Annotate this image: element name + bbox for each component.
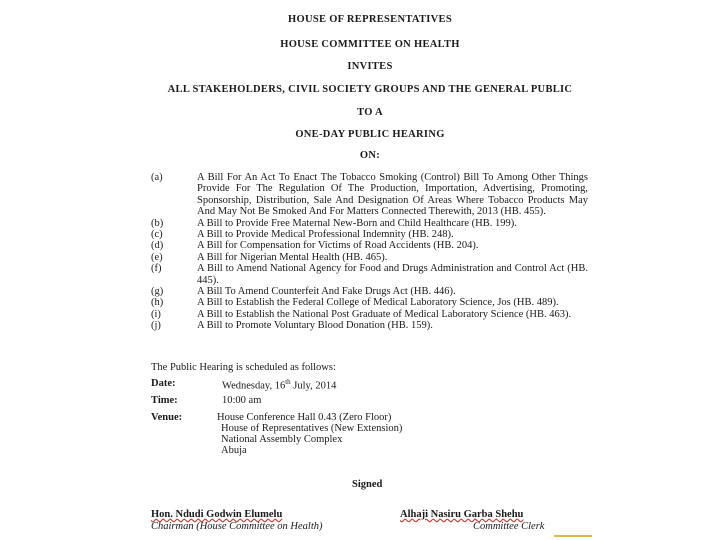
bill-item	[151, 286, 588, 297]
venue-line: National Assembly Complex	[221, 434, 343, 445]
bill-text: A Bill to Promote Voluntary Blood Donation (HB. 159).	[197, 320, 433, 332]
bill-item	[151, 297, 588, 308]
bill-text: A Bill To Amend Counterfeit And Fake Drugs Act (HB. 446).	[197, 286, 456, 298]
bill-text: A Bill for Compensation for Victims of Road Accidents (HB. 204).	[197, 240, 479, 252]
venue-line: House of Representatives (New Extension)	[221, 423, 403, 434]
bill-text: A Bill to Provide Free Maternal New-Born and Child Healthcare (HB. 199).	[197, 217, 517, 229]
bill-item	[151, 240, 588, 251]
header-line-invites: INVITES	[347, 61, 393, 72]
bill-item	[151, 320, 588, 331]
schedule-intro: The Public Hearing is scheduled as follows:	[151, 362, 336, 373]
date-value-rest: July, 2014	[290, 380, 337, 392]
bill-item	[151, 263, 588, 286]
date-value-main: Wednesday, 16	[222, 380, 286, 392]
chairman-name-text: Hon. Ndudi Godwin Elumelu	[151, 509, 283, 520]
header-line-house: HOUSE OF REPRESENTATIVES	[288, 14, 452, 25]
date-value	[222, 378, 336, 392]
bills-list	[151, 172, 588, 332]
header-line-to-a: TO A	[357, 107, 383, 118]
bill-label: (i)	[151, 308, 161, 320]
clerk-name-text: Alhaji Nasiru Garba Shehu	[400, 509, 524, 520]
header-line-stakeholders: ALL STAKEHOLDERS, CIVIL SOCIETY GROUPS AND THE GENERAL PUBLIC	[167, 84, 573, 95]
bill-label: (d)	[151, 240, 164, 252]
time-label: Time:	[151, 395, 178, 406]
bill-text: A Bill for Nigerian Mental Health (HB. 465).	[197, 251, 388, 263]
bill-item	[151, 252, 588, 263]
bill-item	[151, 229, 588, 240]
bill-text: A Bill to Provide Medical Professional Indemnity (HB. 248).	[197, 229, 454, 241]
bill-text: A Bill to Establish the Federal College of Medical Laboratory Science, Jos (HB. 489).	[197, 297, 559, 309]
bill-label: (j)	[151, 320, 161, 332]
bill-label: (a)	[151, 172, 163, 183]
date-suffix: th	[285, 378, 291, 386]
date-label: Date:	[151, 378, 176, 389]
bill-item	[151, 218, 588, 229]
bill-item	[151, 309, 588, 320]
header-line-hearing: ONE-DAY PUBLIC HEARING	[295, 129, 445, 140]
header-line-committee: HOUSE COMMITTEE ON HEALTH	[280, 39, 460, 50]
bill-label: (e)	[151, 251, 163, 263]
venue-line: House Conference Hall 0.43 (Zero Floor)	[217, 412, 392, 423]
bill-text: A Bill to Amend National Agency for Food and Drugs Administration and Control Act (HB. 445).	[197, 263, 588, 286]
bill-text: A Bill For An Act To Enact The Tobacco Smoking (Control) Bill To Among Other Things Provide For The Regulation Of The Production, Importation, Advertising, Promoting, Sponsorship, Distribution, Sale And Designation Of Areas Where Tobacco Products May And May Not Be Smoked And For Matters Connected Therewith, 2013 (HB. 455).	[197, 172, 588, 218]
bill-label: (c)	[151, 229, 163, 241]
clerk-name	[400, 509, 523, 520]
venue-label: Venue:	[151, 412, 183, 423]
venue-line: Abuja	[221, 445, 247, 456]
chairman-name	[151, 509, 282, 520]
header-line-on: ON:	[359, 150, 381, 161]
time-value: 10:00 am	[222, 395, 262, 406]
yellow-marker-line	[554, 535, 592, 537]
bill-label: (h)	[151, 297, 164, 309]
bill-label: (b)	[151, 217, 164, 229]
clerk-title: Committee Clerk	[473, 521, 545, 532]
bill-item	[151, 172, 588, 218]
signed-label: Signed	[352, 479, 383, 490]
chairman-title: Chairman (House Committee on Health)	[151, 521, 323, 532]
bill-text: A Bill to Establish the National Post Graduate of Medical Laboratory Science (HB. 463).	[197, 308, 572, 320]
bill-label: (f)	[151, 263, 162, 275]
bill-label: (g)	[151, 286, 164, 298]
